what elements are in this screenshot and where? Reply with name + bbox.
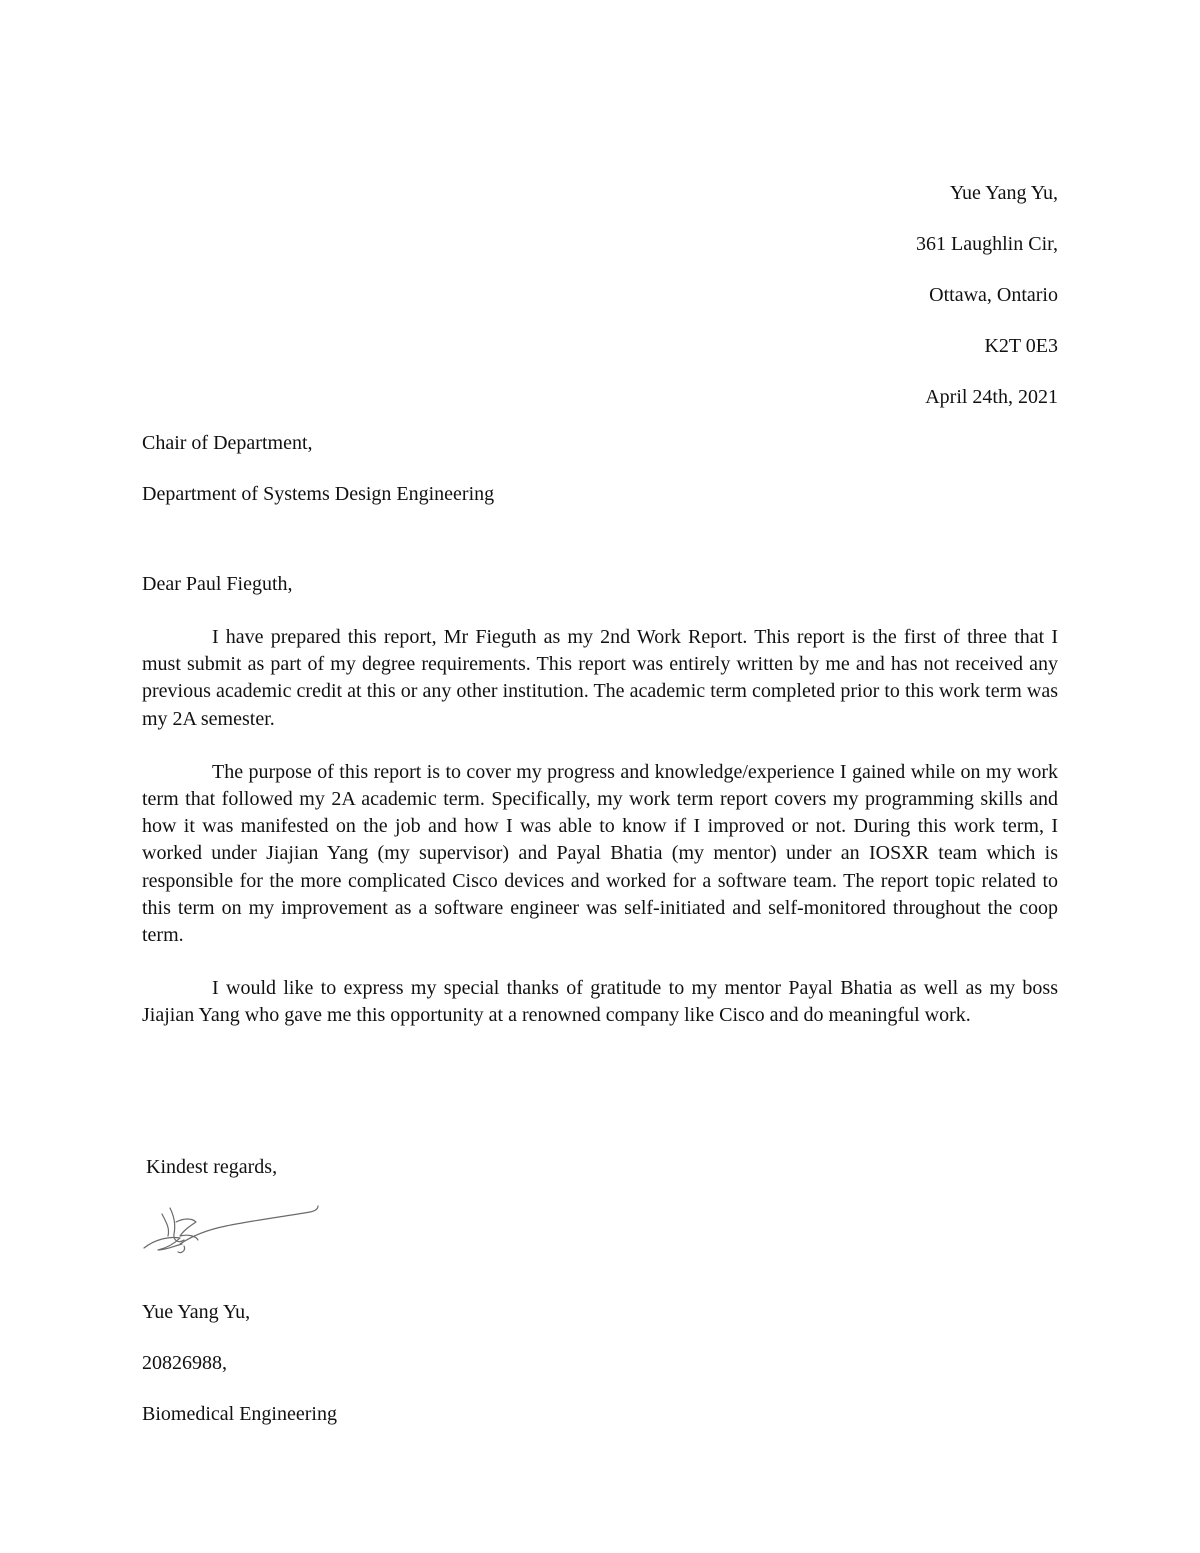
body-paragraph-2: The purpose of this report is to cover my progress and knowledge/experience I gained while on my work term that followed my 2A academic term. Specifically, my work term report covers my programming skills and how it was manifested on the job and how I was able to know if I improved or not. During this work term, I worked under Jiajian Yang (my supervisor) and Payal Bhatia (my mentor) under an IOSXR team which is responsible for the more complicated Cisco devices and worked for a software team. The report topic related to this term on my improvement as a software engineer was self-initiated and self-monitored throughout the coop term. bbox=[142, 760, 1058, 947]
recipient-title: Chair of Department, bbox=[142, 432, 313, 454]
signoff-name: Yue Yang Yu, bbox=[142, 1301, 251, 1323]
sender-street: 361 Laughlin Cir, bbox=[916, 233, 1058, 255]
handwritten-signature bbox=[140, 1200, 325, 1262]
student-id: 20826988, bbox=[142, 1352, 227, 1374]
body-paragraph-3: I would like to express my special thanks of gratitude to my mentor Payal Bhatia as well as my boss Jiajian Yang who gave me this opportunity at a renowned company like Cisco and do meaningful work. bbox=[142, 977, 1058, 1027]
sender-name: Yue Yang Yu, bbox=[949, 182, 1058, 204]
closing-line: Kindest regards, bbox=[146, 1156, 278, 1178]
program-name: Biomedical Engineering bbox=[142, 1403, 337, 1425]
sender-address-block bbox=[916, 168, 1058, 423]
signoff-block bbox=[142, 1287, 337, 1440]
recipient-block bbox=[142, 418, 494, 520]
salutation: Dear Paul Fieguth, bbox=[142, 573, 293, 595]
body-paragraph-1: I have prepared this report, Mr Fieguth as my 2nd Work Report. This report is the first of three that I must submit as part of my degree requirements. This report was entirely written by me and has not received any previous academic credit at this or any other institution. The academic term completed prior to this work term was my 2A semester. bbox=[142, 626, 1058, 730]
letter-date: April 24th, 2021 bbox=[925, 386, 1058, 408]
sender-city: Ottawa, Ontario bbox=[929, 284, 1058, 306]
sender-postal-code: K2T 0E3 bbox=[984, 335, 1058, 357]
letter-body bbox=[142, 624, 1058, 1056]
recipient-department: Department of Systems Design Engineering bbox=[142, 483, 495, 505]
